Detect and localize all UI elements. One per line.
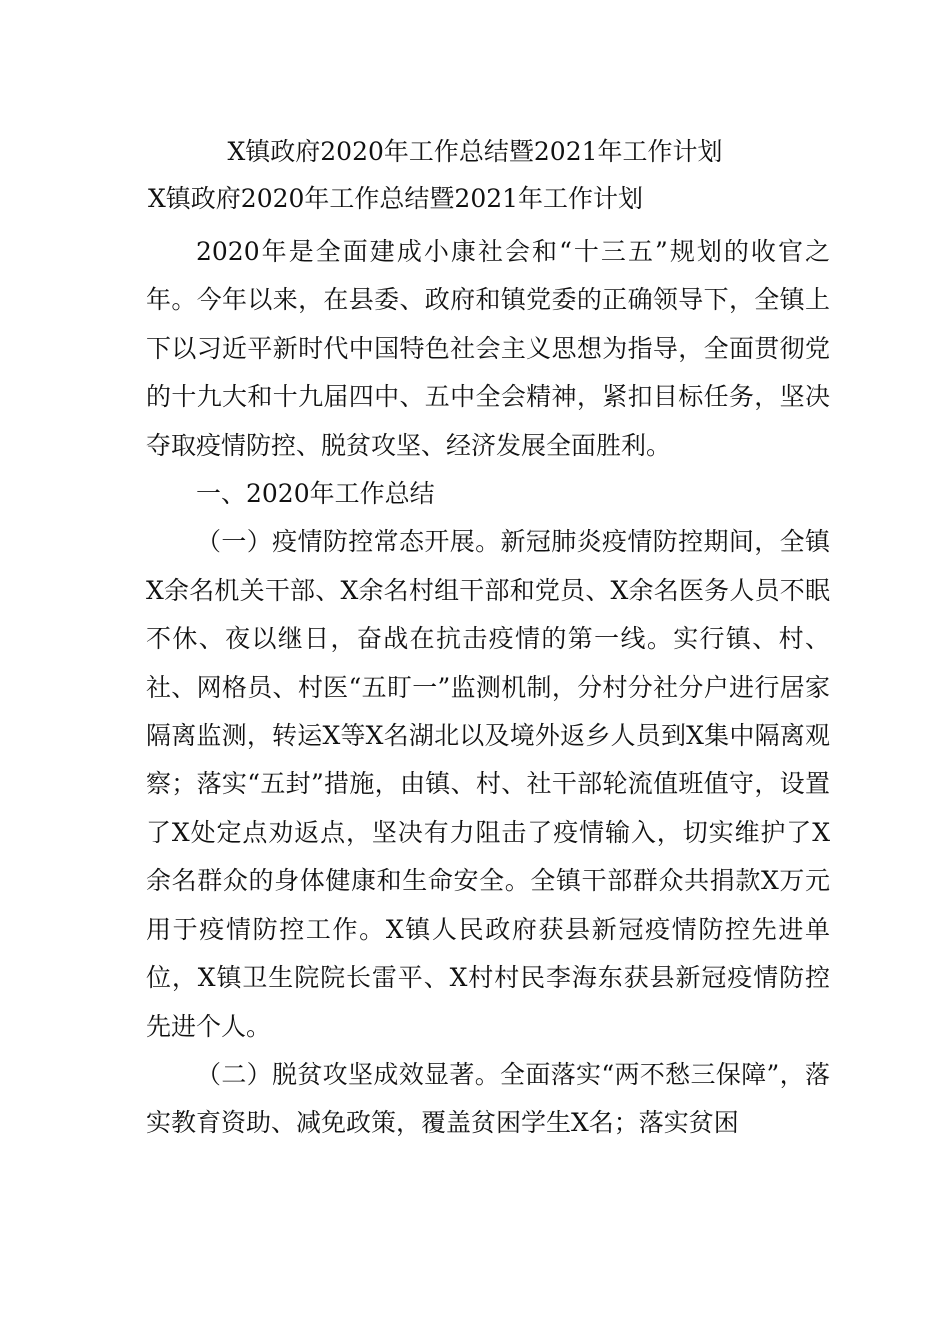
- body-paragraph: （二）脱贫攻坚成效显著。全面落实“两不愁三保障”，落实教育资助、减免政策，覆盖贫困学生X名；落实贫困: [146, 1059, 830, 1138]
- document-title: X镇政府2020年工作总结暨2021年工作计划: [227, 137, 723, 166]
- body-paragraph: （一）疫情防控常态开展。新冠肺炎疫情防控期间，全镇X余名机关干部、X余名村组干部和党员、X余名医务人员不眠不休、夜以继日，奋战在抗击疫情的第一线。实行镇、村、社、网格员、村医“五盯一”监测机制，分村分社分户进行居家隔离监测，转运X等X名湖北以及境外返乡人员到X集中隔离观察；落实“五封”措施，由镇、村、社干部轮流值班值守，设置了X处定点劝返点，坚决有力阻击了疫情输入，切实维护了X余名群众的身体健康和生命安全。全镇干部群众共捐款X万元用于疫情防控工作。X镇人民政府获县新冠疫情防控先进单位，X镇卫生院院长雷平、X村村民李海东获县新冠疫情防控先进个人。: [146, 527, 830, 1041]
- document-subtitle: X镇政府2020年工作总结暨2021年工作计划: [148, 184, 644, 213]
- document-body: [146, 228, 830, 1148]
- section-heading: 一、2020年工作总结: [196, 479, 435, 509]
- intro-paragraph: 2020年是全面建成小康社会和“十三五”规划的收官之年。今年以来，在县委、政府和镇党委的正确领导下，全镇上下以习近平新时代中国特色社会主义思想为指导，全面贯彻党的十九大和十九届四中、五中全会精神，紧扣目标任务，坚决夺取疫情防控、脱贫攻坚、经济发展全面胜利。: [146, 237, 830, 460]
